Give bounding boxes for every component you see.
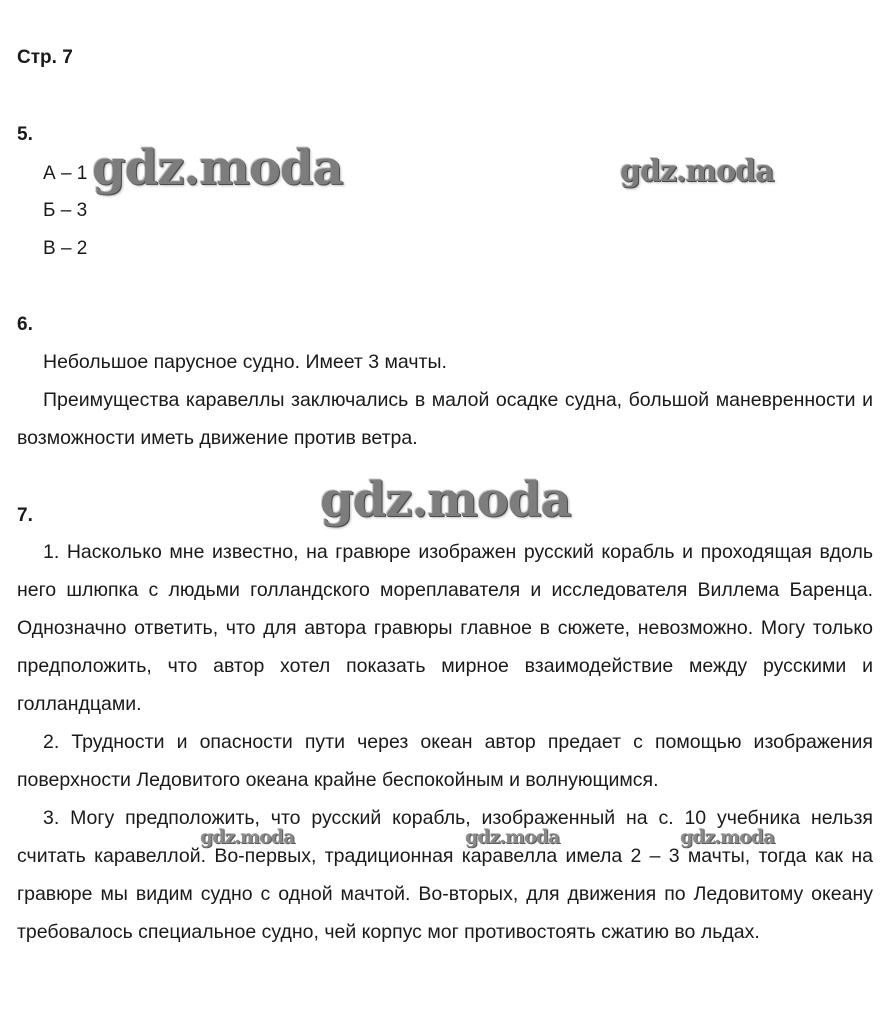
- watermark-logo-5: gdz.moda: [465, 826, 560, 848]
- task-5-number: 5.: [17, 124, 33, 145]
- watermark-logo-3: gdz.moda: [320, 472, 571, 528]
- task-6-paragraph-1: Небольшое парусное судно. Имеет 3 мачты.: [43, 351, 447, 373]
- task-5-answer-c: В – 2: [43, 238, 88, 259]
- task-7-paragraph-1: 1. Насколько мне известно, на гравюре изображен русский корабль и проходящая вдоль него шлюпка с людьми голландского мореплавателя и исследователя Виллема Баренца. Однозначно ответить, что для автора гравюры главное в сюжете, невозможно. Могу только предположить, что автор хотел показать мирное взаимодействие между русскими и голландцами.: [17, 541, 873, 715]
- task-6-paragraph-2: Преимущества каравеллы заключались в малой осадке судна, большой маневренности и возможности иметь движение против ветра.: [17, 389, 873, 449]
- watermark-logo-1: gdz.moda: [92, 140, 343, 196]
- task-7-number: 7.: [17, 505, 33, 526]
- task-7-paragraph-2: 2. Трудности и опасности пути через океан автор предает с помощью изображения поверхности Ледовитого океана крайне беспокойным и волнующимся.: [17, 731, 873, 791]
- task-5-answer-b: Б – 3: [43, 200, 88, 221]
- watermark-logo-4: gdz.moda: [200, 826, 295, 848]
- watermark-logo-2: gdz.moda: [620, 154, 774, 189]
- watermark-logo-6: gdz.moda: [680, 826, 775, 848]
- task-5-answer-a: А – 1: [43, 163, 88, 184]
- task-7-paragraph-3: 3. Могу предположить, что русский корабль, изображенный на с. 10 учебника нельзя считать каравеллой. Во-первых, традиционная каравелла имела 2 – 3 мачты, тогда как на гравюре мы видим судно с одной мачтой. Во-вторых, для движения по Ледовитому океану требовалось специальное судно, чей корпус мог противостоять сжатию во льдах.: [17, 807, 873, 943]
- page-heading: Стр. 7: [17, 47, 73, 68]
- task-6-number: 6.: [17, 314, 33, 335]
